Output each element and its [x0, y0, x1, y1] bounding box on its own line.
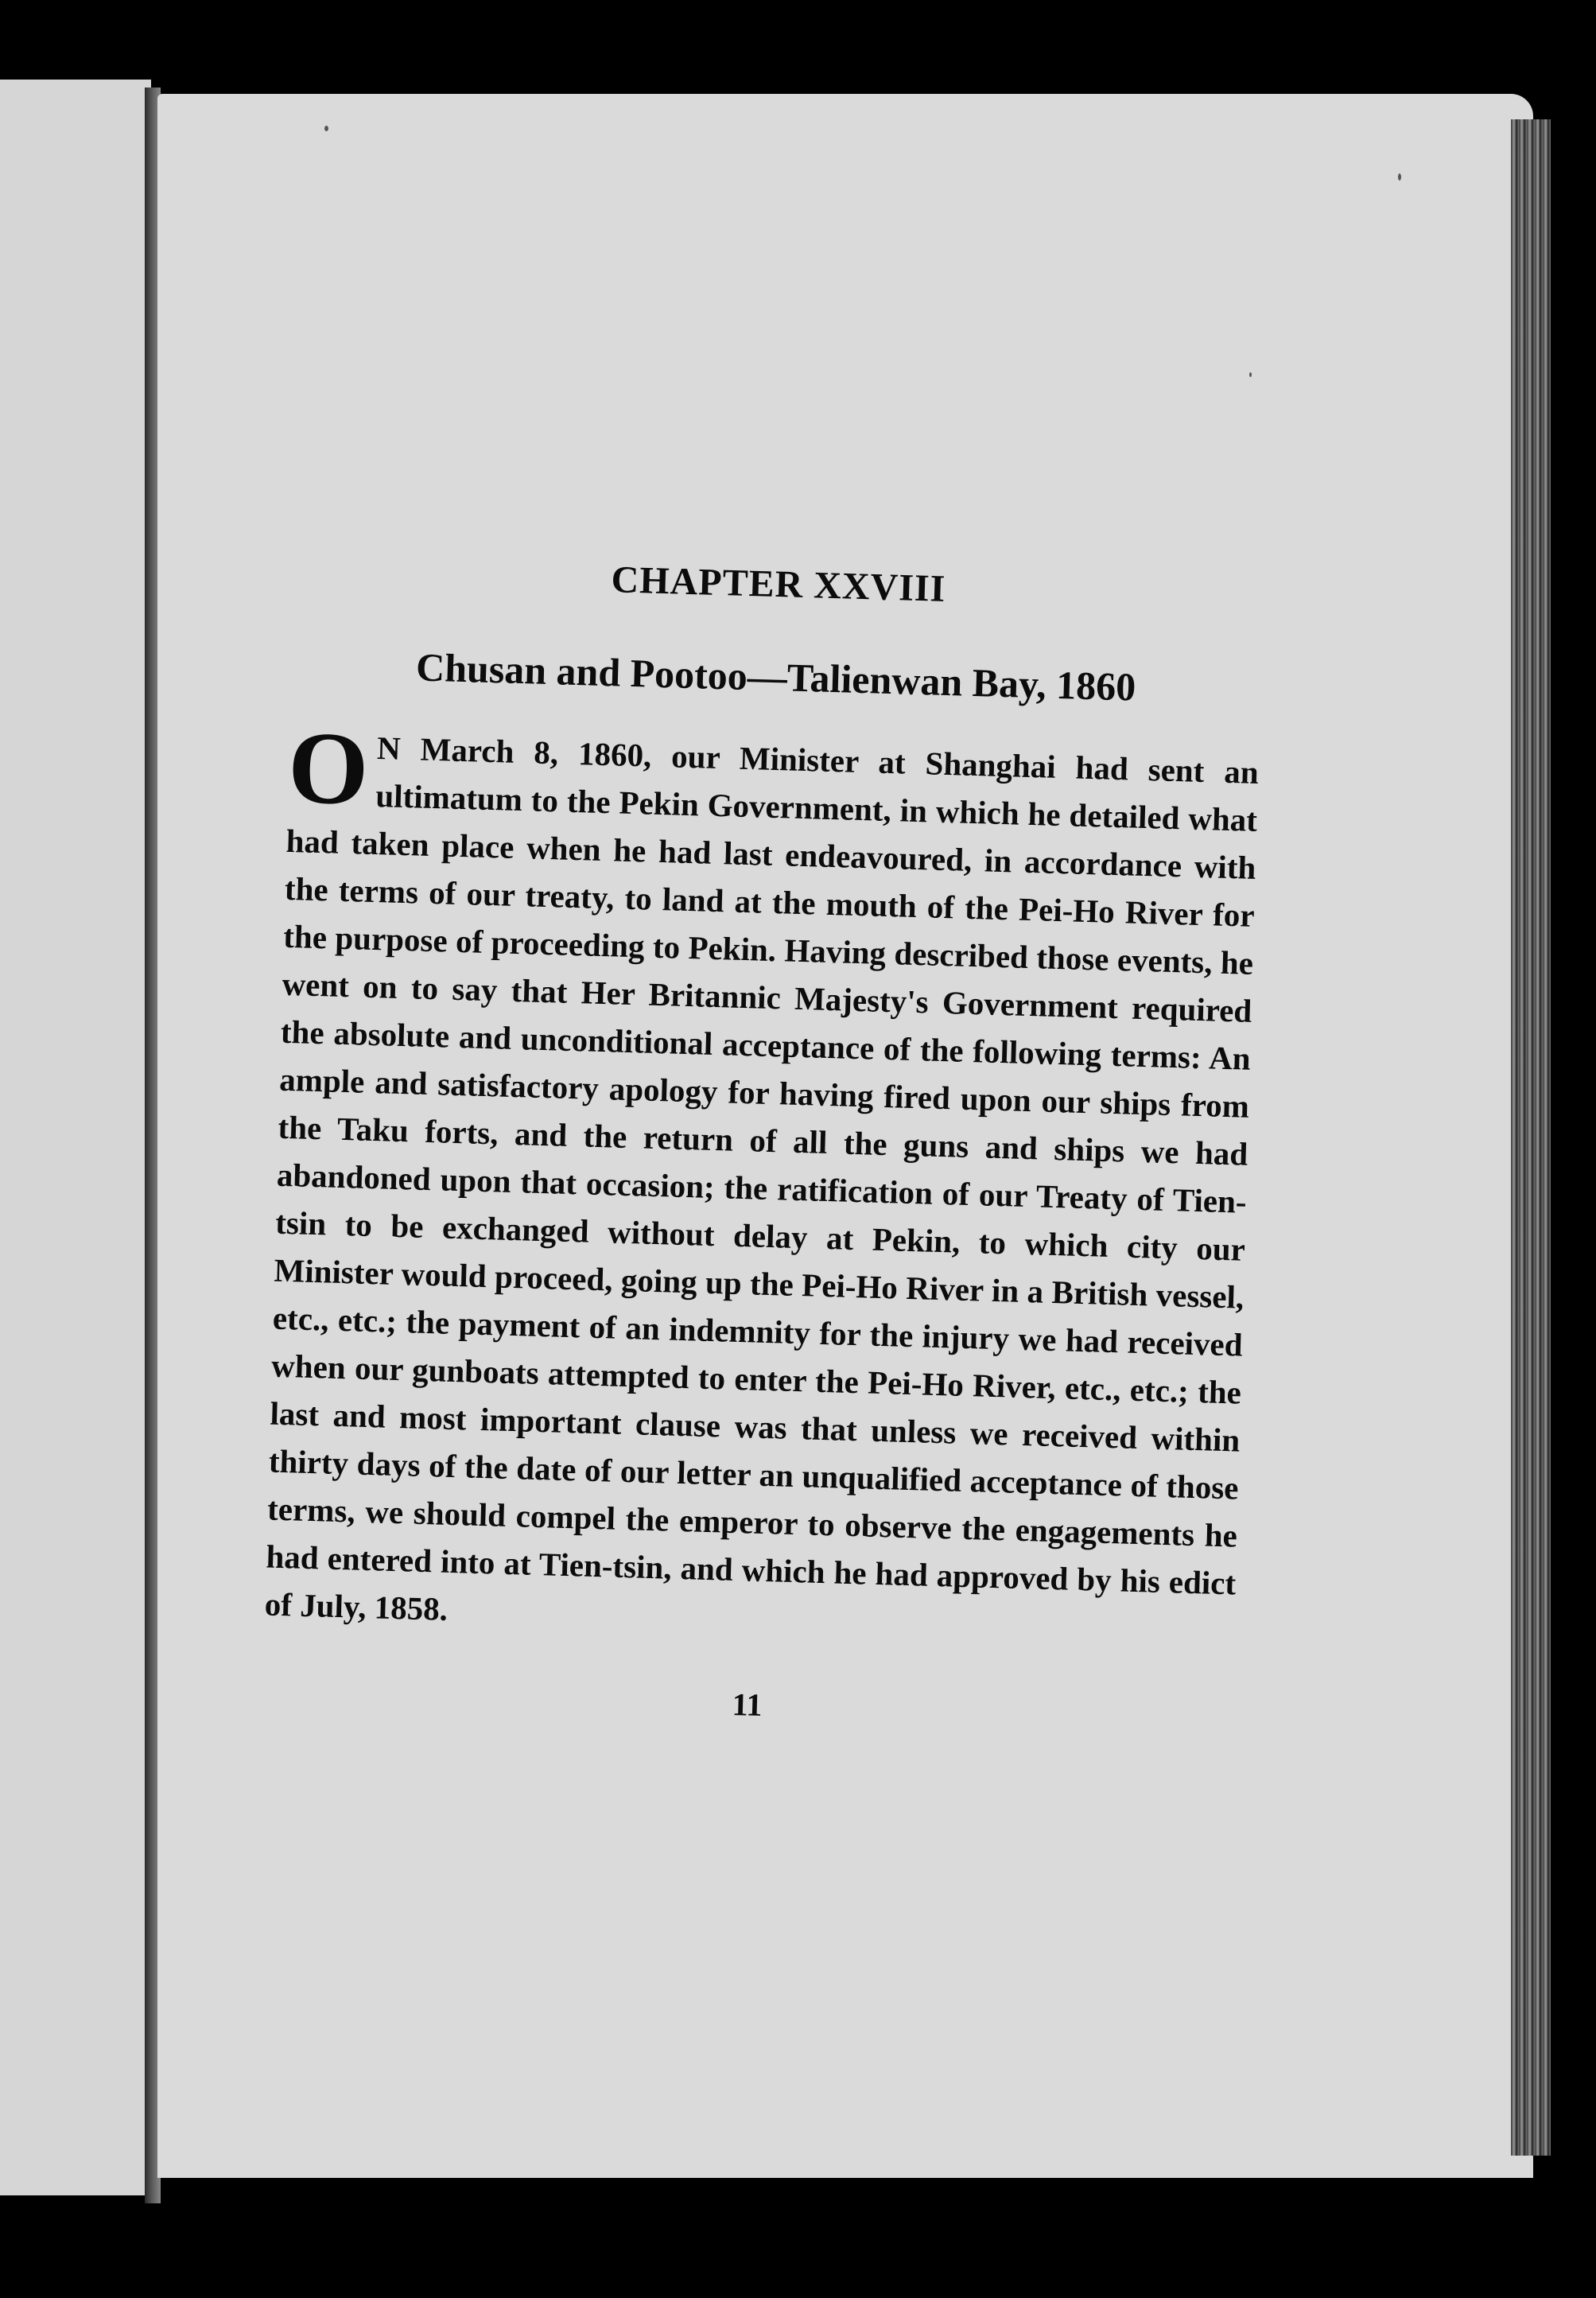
drop-cap: O — [286, 710, 371, 827]
body-paragraph-text: N March 8, 1860, our Minister at Shanghai had sent an ultimatum to the Pekin Government, in which he detailed what had taken place when he had last endeavoured, in accordance with the terms of our treaty, to land at the mouth of the Pei-Ho River for the purpose of proceeding to Pekin. Having described those events, he went on to say that Her Britannic Majesty's Government required the absolute and unconditional acceptance of the following terms: An ample and satisfactory apology for having fired upon our ships from the Taku forts, and the return of all the guns and ships we had abandoned upon that occasion; the ratification of our Treaty of Tien-tsin to be exchanged without delay at Pekin, to which city our Minister would proceed, going up the Pei-Ho River in a British vessel, etc., etc.; the payment of an indemnity for the injury we had received when our gunboats attempted to enter the Pei-Ho River, etc., etc.; the last and most important clause was that unless we received within thirty days of the date of our letter an unqualified acceptance of those terms, we should compel the emperor to observe the engagements he had entered into at Tien-tsin, and which he had approved by his edict of July, 1858. — [264, 729, 1260, 1627]
body-paragraph — [264, 710, 1260, 1655]
dust-speck — [1398, 173, 1401, 181]
chapter-number: CHAPTER XXVIII — [610, 558, 947, 610]
page-fore-edge — [1511, 119, 1551, 2156]
page-text-block — [262, 549, 1264, 1736]
chapter-title: Chusan and Pootoo—Talienwan Bay, 1860 — [415, 644, 1137, 710]
page-number: 11 — [732, 1686, 763, 1723]
left-page-edge — [0, 80, 151, 2195]
dust-speck — [324, 126, 328, 131]
dust-speck — [1249, 372, 1252, 377]
